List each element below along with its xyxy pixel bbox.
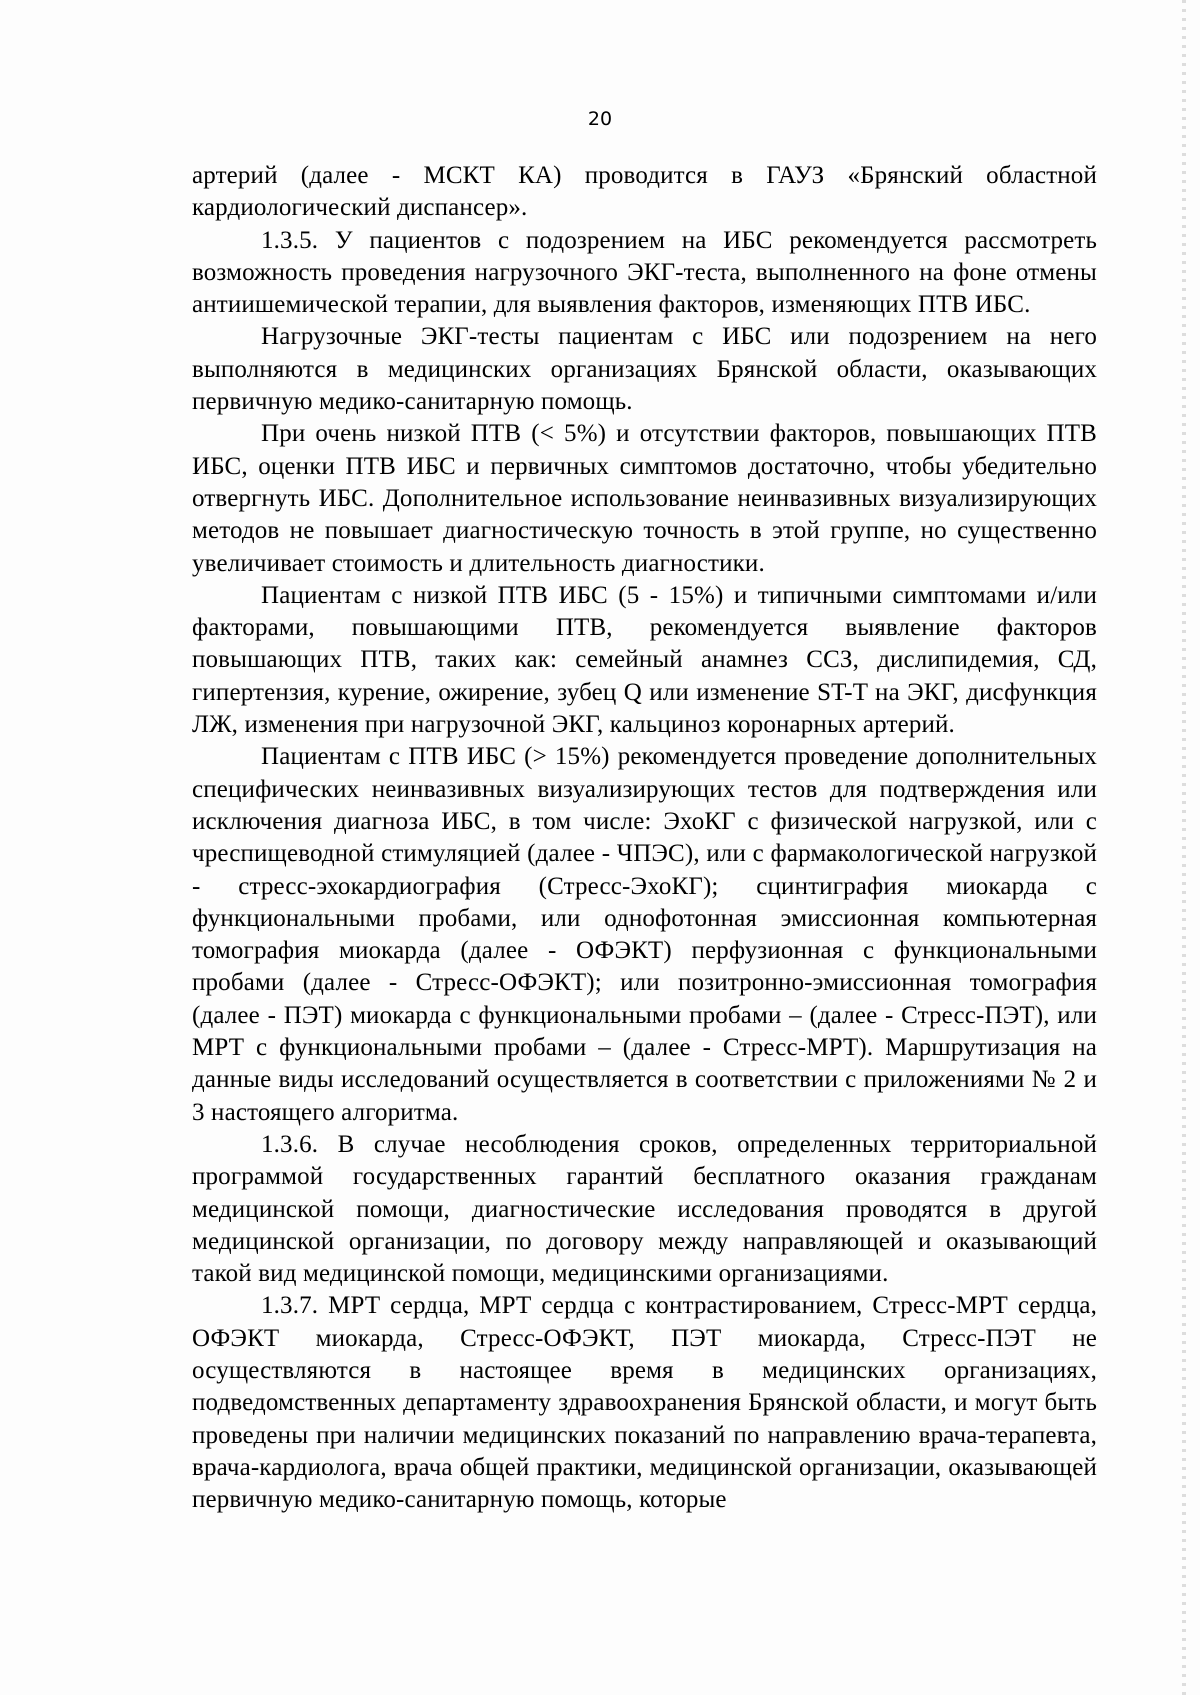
page-number: 20	[587, 108, 613, 130]
paragraph-continuation: артерий (далее - МСКТ КА) проводится в ГАУЗ «Брянский областной кардиологический диспансер».	[192, 162, 1097, 222]
document-body	[192, 160, 1097, 1516]
paragraph-low-ptv: Пациентам с низкой ПТВ ИБС (5 - 15%) и типичными симптомами и/или факторами, повышающими ПТВ, рекомендуется выявление факторов повышающих ПТВ, таких как: семейный анамнез ССЗ, дислипидемия, СД, гипертензия, курение, ожирение, зубец Q или изменение ST-T на ЭКГ, дисфункция ЛЖ, изменения при нагрузочной ЭКГ, кальциноз коронарных артерий.	[192, 581, 1097, 739]
paragraph-1-3-7: 1.3.7. МРТ сердца, МРТ сердца с контрастированием, Стресс-МРТ сердца, ОФЭКТ миокарда, Стресс-ОФЭКТ, ПЭТ миокарда, Стресс-ПЭТ не осуществляются в настоящее время в медицинских организациях, подведомственных департаменту здравоохранения Брянской области, и могут быть проведены при наличии медицинских показаний по направлению врача-терапевта, врача-кардиолога, врача общей практики, медицинской организации, оказывающей первичную медико-санитарную помощь, которые	[192, 1292, 1097, 1514]
paragraph-1-3-5: 1.3.5. У пациентов с подозрением на ИБС рекомендуется рассмотреть возможность проведения нагрузочного ЭКГ-теста, выполненного на фоне отмены антиишемической терапии, для выявления факторов, изменяющих ПТВ ИБС.	[192, 226, 1097, 319]
paragraph-high-ptv: Пациентам с ПТВ ИБС (> 15%) рекомендуется проведение дополнительных специфических неинвазивных визуализирующих тестов для подтверждения или исключения диагноза ИБС, в том числе: ЭхоКГ с физической нагрузкой, или с чреспищеводной стимуляцией (далее - ЧПЭС), или с фармакологической нагрузкой - стресс-эхокардиография (Стресс-ЭхоКГ); сцинтиграфия миокарда с функциональными пробами, или однофотонная эмиссионная компьютерная томография миокарда (далее - ОФЭКТ) перфузионная с функциональными пробами (далее - Стресс-ОФЭКТ); или позитронно-эмиссионная томография (далее - ПЭТ) миокарда с функциональными пробами – (далее - Стресс-ПЭТ), или МРТ с функциональными пробами – (далее - Стресс-МРТ). Маршрутизация на данные виды исследований осуществляется в соответствии с приложениями № 2 и 3 настоящего алгоритма.	[192, 743, 1097, 1126]
paragraph-stress-ecg: Нагрузочные ЭКГ-тесты пациентам с ИБС или подозрением на него выполняются в медицинских организациях Брянской области, оказывающих первичную медико-санитарную помощь.	[192, 323, 1097, 416]
scan-edge-artifact	[1182, 0, 1186, 1695]
paragraph-1-3-6: 1.3.6. В случае несоблюдения сроков, определенных территориальной программой государственных гарантий бесплатного оказания гражданам медицинской помощи, диагностические исследования проводятся в другой медицинской организации, по договору между направляющей и оказывающий такой вид медицинской помощи, медицинскими организациями.	[192, 1130, 1097, 1288]
paragraph-very-low-ptv: При очень низкой ПТВ (< 5%) и отсутствии факторов, повышающих ПТВ ИБС, оценки ПТВ ИБС и первичных симптомов достаточно, чтобы убедительно отвергнуть ИБС. Дополнительное использование неинвазивных визуализирующих методов не повышает диагностическую точность в этой группе, но существенно увеличивает стоимость и длительность диагностики.	[192, 420, 1097, 577]
